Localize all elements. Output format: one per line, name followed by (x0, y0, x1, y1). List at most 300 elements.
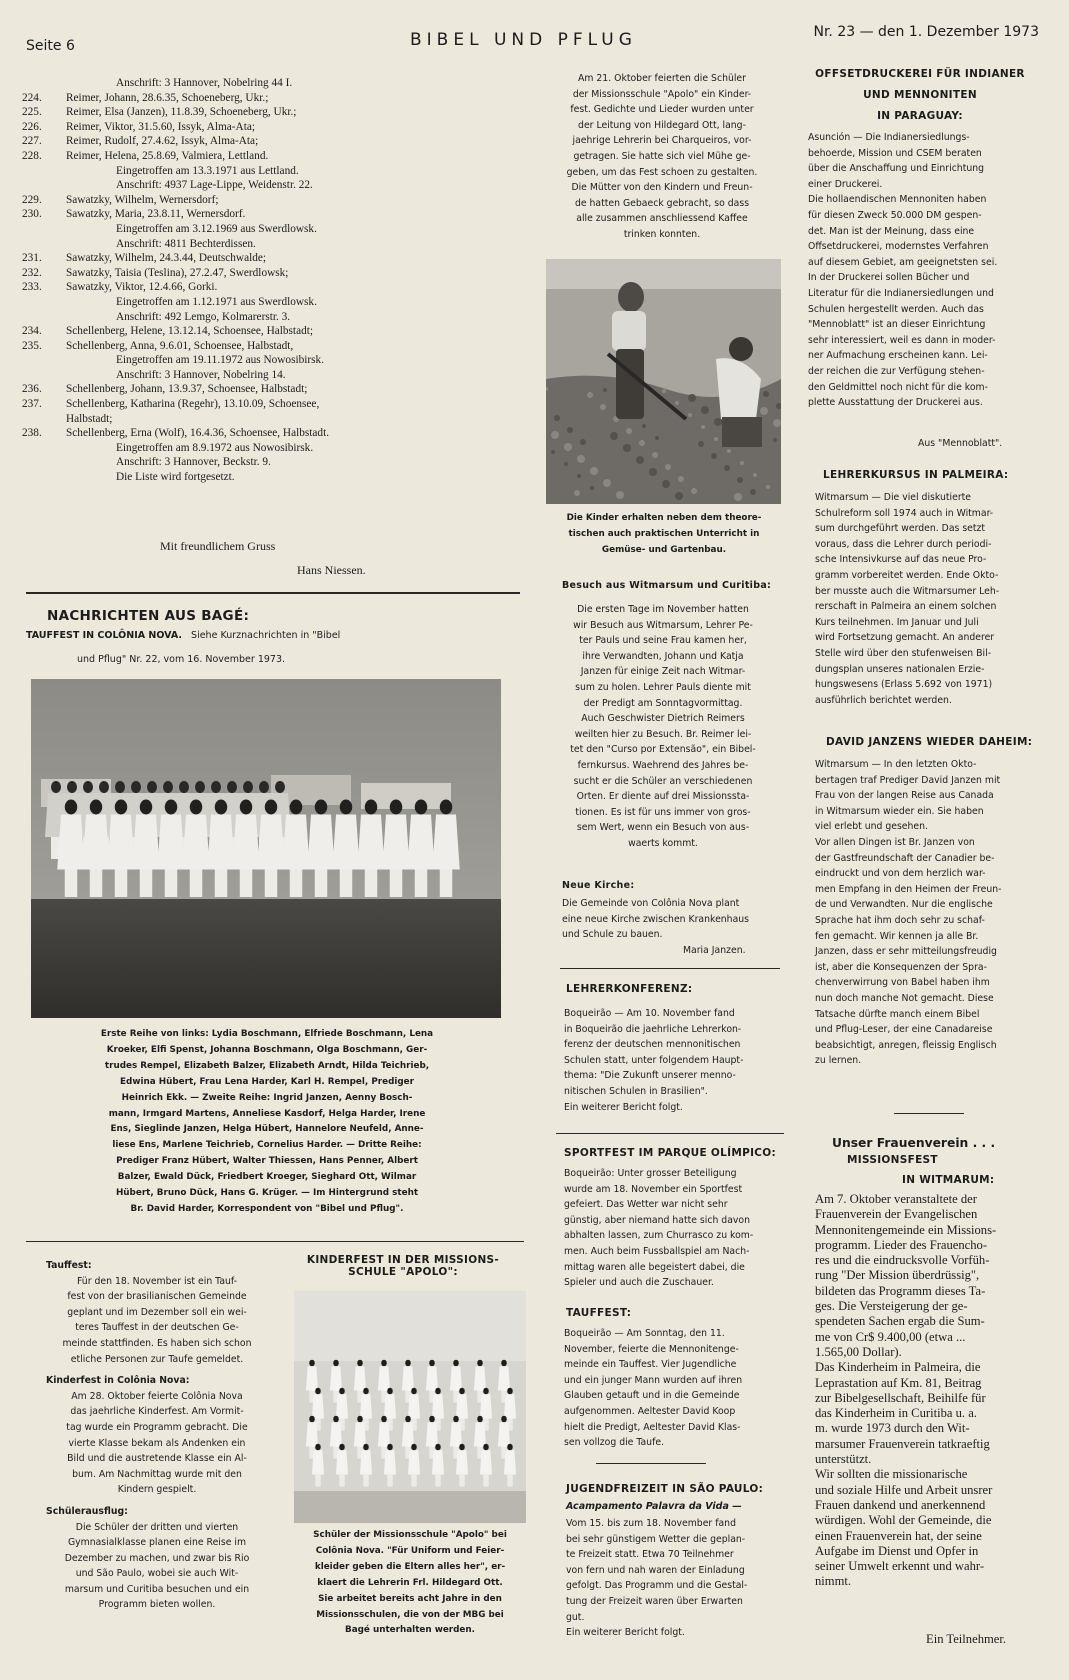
entry-text: Reimer, Viktor, 31.5.60, Issyk, Alma-Ata; (66, 120, 255, 133)
person-head (501, 1416, 507, 1423)
list-entry (22, 455, 522, 470)
text-line: sehr interessiert, weil es dann in moder- (808, 334, 996, 346)
subheading: Tauffest: (46, 1260, 92, 1271)
text-line: Schulreform soll 1974 auch in Witmar- (815, 507, 994, 519)
person-body (408, 1394, 420, 1418)
person-body (480, 1450, 492, 1474)
soil-clod (610, 432, 618, 440)
entry-number (22, 295, 66, 310)
emigrant-list (22, 76, 522, 485)
text-line: ferenz der deutschen mennonitischen (564, 1039, 741, 1051)
list-entry (22, 149, 522, 164)
entry-text: Eingetroffen am 13.3.1971 aus Lettland. (116, 164, 299, 177)
besuch-heading: Besuch aus Witmarsum und Curitiba: (562, 580, 772, 591)
person-body (312, 1450, 324, 1474)
person-head (115, 800, 128, 815)
soil-clod (636, 456, 644, 464)
text-line: wird Fortsetzung gemacht. An anderer (815, 632, 995, 644)
text-line: meinde stattfinden. Es haben sich schon (62, 1337, 252, 1349)
text-line: Gymnasialklasse planen eine Reise im (67, 1537, 247, 1549)
entry-text: Sawatzky, Maria, 23.8.11, Wernersdorf. (66, 208, 246, 221)
text-line: und soziale Hilfe und Arbeit unsrer (815, 1482, 993, 1497)
entry-number: 224. (22, 91, 42, 104)
besuch-article (544, 602, 782, 852)
person-body (82, 815, 110, 870)
person-body (384, 1450, 396, 1474)
entry-number: 226. (22, 120, 42, 133)
soil-clod (655, 436, 659, 440)
list-entry (22, 353, 522, 368)
person-head (115, 781, 125, 793)
person-head (265, 800, 278, 815)
school-children-photo (294, 1291, 526, 1523)
entry-number: 234. (22, 325, 42, 338)
text-line: der Missionsschule "Apolo" ein Kinder- (572, 88, 752, 100)
caption-line: Colônia Nova. "Für Uniform und Feier- (315, 1545, 505, 1556)
text-line: spendeten Sachen ergab die Sum- (815, 1314, 985, 1329)
person-head (440, 800, 453, 815)
publication-title: BIBEL UND PFLUG (410, 30, 637, 50)
entry-text: Halbstadt; (66, 412, 113, 425)
text-line: der Gastfreundschaft der Canadier be- (815, 852, 995, 864)
soil-clod (554, 415, 560, 421)
soil-clod (564, 462, 568, 466)
offsetdruckerei-article (808, 130, 1044, 411)
person-head (315, 800, 328, 815)
person-head (411, 1444, 417, 1451)
lehrerkonferenz-article (564, 1006, 786, 1115)
text-line: viel erlebt und gesehen. (815, 821, 928, 833)
soil-clod (773, 419, 781, 427)
text-line: günstig, aber niemand hatte sich davon (564, 1214, 750, 1226)
person-head (240, 800, 253, 815)
person-head (333, 1360, 339, 1367)
text-line: der reichen die zur Verfügung stehen- (808, 365, 985, 377)
text-line: bildeten das Programm dieses Ta- (815, 1283, 986, 1298)
text-line: etliche Personen zur Taufe gemeldet. (70, 1353, 244, 1365)
person-head (363, 1444, 369, 1451)
person-head (163, 781, 173, 793)
entry-number: 227. (22, 135, 42, 148)
list-entry (22, 134, 522, 149)
person-body (407, 815, 435, 870)
person-head (165, 800, 178, 815)
text-line: Offsetdruckerei, modernstes Verfahren (808, 241, 989, 253)
page-number: Seite 6 (26, 38, 75, 54)
text-line: programm. Lieder des Frauencho- (815, 1237, 988, 1252)
person-body (384, 1394, 396, 1418)
person-legs (365, 870, 378, 898)
text-line: in Boqueirão die jaehrliche Lehrerkon- (564, 1023, 742, 1035)
person-body (408, 1450, 420, 1474)
text-line: "Mennoblatt" ist an dieser Einrichtung (808, 319, 986, 331)
text-line: das Kinderheim in Curitiba u. a. (815, 1406, 977, 1421)
text-line: Am 7. Oktober veranstaltete der (815, 1192, 977, 1206)
person-body (330, 1422, 342, 1446)
list-entry (22, 91, 522, 106)
text-line: tung der Freizeit waren über Erwarten (566, 1595, 743, 1607)
list-entry (22, 164, 522, 179)
text-line: nun doch manche Not gemacht. Diese (815, 992, 994, 1004)
person-legs (315, 870, 328, 898)
person-legs (390, 870, 403, 898)
caption-line: Sie arbeitet bereits acht Jahre in den (318, 1593, 502, 1604)
caption-line: Ens, Sieglinde Janzen, Helga Hübert, Hannelore Neufeld, Anne- (110, 1124, 424, 1135)
soil-clod (711, 453, 717, 459)
text-line: res und die eindrucksvolle Vorfüh- (815, 1253, 990, 1268)
text-line: weilten hier zu Besuch. Br. Reimer lei- (574, 728, 752, 740)
text-line: waerts kommt. (628, 837, 698, 849)
person-body (504, 1450, 516, 1474)
text-line: sum durchgeführt werden. Das setzt (815, 523, 986, 535)
text-line: gramm vorbereitet werden. Ende Okto- (815, 569, 999, 581)
soil-clod (574, 490, 580, 496)
person-head (357, 1360, 363, 1367)
list-entry (22, 310, 522, 325)
person-head (381, 1360, 387, 1367)
text-line: sche Intensivkurse auf das neue Pro- (815, 554, 987, 566)
person-body (360, 1394, 372, 1418)
person-body (307, 815, 335, 870)
entry-number (22, 237, 66, 252)
text-line: Boqueirão — Am 10. November fand (564, 1008, 735, 1019)
person-head (211, 781, 221, 793)
person-legs (440, 870, 453, 898)
soil-clod (724, 465, 730, 471)
jugendfreizeit-article (566, 1516, 788, 1641)
text-line: gefolgt. Das Programm und die Gestal- (566, 1580, 748, 1592)
text-line: getragen. Sie hatte sich viel Mühe ge- (573, 150, 751, 162)
caption-line: Edwina Hübert, Frau Lena Harder, Karl H. Rempel, Prediger (120, 1076, 414, 1087)
person-legs (140, 870, 153, 898)
text-line: voraus, dass die Lehrer durch periodi- (815, 538, 992, 550)
person-legs (435, 1475, 441, 1487)
soil-clod (688, 413, 692, 417)
text-line: Die ersten Tage im November hatten (577, 604, 749, 615)
text-line: jaehrige Lehrerin bei Charqueiros, vor- (572, 135, 752, 147)
text-line: me von Cr$ 9.400,00 (etwa ... (815, 1329, 966, 1344)
person-body (330, 1366, 342, 1390)
person-legs (65, 870, 78, 898)
caption-line: mann, Irmgard Martens, Anneliese Kasdorf, Helga Harder, Irene (108, 1108, 426, 1119)
soil-clod (652, 452, 658, 458)
person-head (131, 781, 141, 793)
entry-text: Sawatzky, Viktor, 12.4.66, Gorki. (66, 281, 218, 294)
text-line: hielt die Predigt, Aeltester David Klas- (564, 1421, 741, 1433)
list-entry (22, 237, 522, 252)
caption-line: Hübert, Bruno Dück, Hans G. Krüger. — Im Hintergrund steht (115, 1188, 419, 1199)
person-body (498, 1422, 510, 1446)
entry-number: 228. (22, 149, 42, 162)
person-head (333, 1416, 339, 1423)
list-entry (22, 193, 522, 208)
person-head (405, 1416, 411, 1423)
person-head (435, 1388, 441, 1395)
text-line: chenverwirrung von Babel haben ihm (815, 977, 990, 989)
person-legs (339, 1475, 345, 1487)
list-entry (22, 441, 522, 456)
text-line: Auch Geschwister Dietrich Reimers (581, 713, 745, 725)
person-head (453, 1360, 459, 1367)
soil-clod (737, 477, 743, 483)
text-line: Programm bieten wollen. (98, 1599, 216, 1611)
soil-clod (626, 428, 632, 434)
text-line: beabsichtigt, anregen, fleissig Englisch (815, 1039, 997, 1051)
soil-clod (766, 485, 770, 489)
soil-clod (603, 388, 607, 392)
david-janzen-heading: DAVID JANZENS WIEDER DAHEIM: (826, 736, 1033, 748)
frauenverein-article (815, 1192, 1047, 1590)
jugendfreizeit-heading: JUGENDFREIZEIT IN SÃO PAULO: (566, 1483, 764, 1495)
soil-clod (642, 424, 646, 428)
entry-text: Anschrift: 3 Hannover, Nobelring 14. (116, 368, 286, 381)
paragraph (46, 1389, 268, 1498)
entry-number: 231. (22, 252, 42, 265)
entry-text: Schellenberg, Helene, 13.12.14, Schoensee, Halbstadt; (66, 325, 314, 338)
text-line: den Geldmittel noch nicht für die kom- (808, 381, 988, 393)
text-line: der Predigt am Sonntagvormittag. (583, 697, 743, 709)
text-line: wir Besuch aus Witmarsum, Lehrer Pe- (573, 619, 753, 631)
entry-number (22, 470, 66, 485)
text-line: das jaehrliche Kinderfest. Am Vormit- (70, 1406, 244, 1418)
person-body (474, 1366, 486, 1390)
person-head (435, 1444, 441, 1451)
list-entry (22, 426, 522, 441)
person-head (147, 781, 157, 793)
text-line: Die hollaendischen Mennoniten haben (808, 194, 987, 206)
person-legs (90, 870, 103, 898)
text-line: nimmt. (815, 1574, 852, 1589)
text-line: tet den "Curso por Extensão", ein Bibel- (570, 744, 756, 756)
person-body (336, 1450, 348, 1474)
text-line: fest. Gedichte und Lieder wurden unter (570, 104, 754, 116)
text-line: eine neue Kirche zwischen Krankenhaus (562, 913, 750, 925)
person-head (429, 1416, 435, 1423)
entry-number (22, 455, 66, 470)
entry-number (22, 368, 66, 383)
person-head (259, 781, 269, 793)
soil-clod (675, 492, 683, 500)
person-body (402, 1366, 414, 1390)
text-line: geplant und im Dezember soll ein wei- (67, 1306, 247, 1318)
caption-line: kleider geben die Eltern alles her", er- (314, 1561, 506, 1572)
person-legs (415, 870, 428, 898)
person-legs (340, 870, 353, 898)
issue-date: Nr. 23 — den 1. Dezember 1973 (813, 24, 1039, 40)
person-head (363, 1388, 369, 1395)
caption-line: Schüler der Missionsschule "Apolo" bei (313, 1530, 507, 1540)
text-line: trinken konnten. (623, 228, 701, 240)
text-line: Schulen hergestellt werden. Auch das (808, 303, 984, 315)
entry-number: 232. (22, 266, 42, 279)
person-body (282, 815, 310, 870)
soil-clod (590, 467, 598, 475)
person-body (504, 1394, 516, 1418)
text-line: Asunción — Die Indianersiedlungs- (808, 132, 970, 143)
text-line: Janzen, dass er sehr mitteilungsfreudig (815, 946, 997, 958)
text-line: men. Auch beim Fussballspiel am Nach- (564, 1245, 750, 1257)
person-body (378, 1422, 390, 1446)
lehrerkursus-article (815, 490, 1045, 708)
text-line: rerschaft in Palmeira an einem solchen (815, 601, 997, 613)
entry-number (22, 353, 66, 368)
soil-clod (753, 473, 757, 477)
soil-clod (691, 488, 697, 494)
list-entry (22, 339, 522, 354)
text-line: Literatur für die Indianersiedlungen und (808, 287, 994, 299)
entry-number: 230. (22, 208, 42, 221)
person-legs (215, 870, 228, 898)
person-head (140, 800, 153, 815)
person-head (83, 781, 93, 793)
caption-line: klaert die Lehrerin Frl. Hildegard Ott. (317, 1577, 503, 1588)
text-line: unterstützt. (815, 1452, 872, 1467)
entry-text: Eingetroffen am 1.12.1971 aus Swerdlowsk. (116, 295, 317, 308)
text-line: Kindern gespielt. (117, 1484, 197, 1496)
text-line: tag wurde ein Programm gebracht. Die (66, 1421, 248, 1433)
list-entry (22, 382, 522, 397)
sportfest-heading: SPORTFEST IM PARQUE OLÍMPICO: (564, 1147, 777, 1159)
soil-clod (675, 401, 679, 405)
person-head (309, 1360, 315, 1367)
text-line: vierte Klasse bekam als Andenken ein (68, 1437, 246, 1449)
caption-line: Missionsschulen, die von der MBG bei (316, 1609, 504, 1620)
entry-text: Anschrift: 3 Hannover, Nobelring 44 I. (116, 77, 293, 89)
entry-text: Anschrift: 3 Hannover, Beckstr. 9. (116, 456, 271, 469)
person-body (456, 1394, 468, 1418)
text-line: über die Anschaffung und Einrichtung (808, 163, 985, 175)
soil-clod (678, 476, 684, 482)
text-line: Schulen statt, unter folgendem Haupt- (564, 1054, 744, 1066)
person-body (382, 815, 410, 870)
text-line: ber musste auch die Witmarsumer Leh- (815, 585, 1000, 597)
divider (26, 1241, 524, 1242)
list-entry (22, 470, 522, 485)
person-head (365, 800, 378, 815)
person-head (477, 1360, 483, 1367)
person-body (360, 1450, 372, 1474)
text-line: geben, um das Fest schoen zu gestalten. (566, 166, 758, 178)
entry-text: Sawatzky, Wilhelm, 24.3.44, Deutschwalde; (66, 252, 267, 265)
person-head (483, 1388, 489, 1395)
person-body (450, 1422, 462, 1446)
text-line: eindruckt und von dem herzlich war- (815, 868, 986, 880)
person-head (51, 781, 61, 793)
person-legs (315, 1475, 321, 1487)
text-line: Kurs teilnehmen. Im Januar und Juli (815, 616, 979, 628)
soil-clod (740, 461, 744, 465)
missionsfest-location: IN WITMARUM: (902, 1174, 995, 1186)
soil-clod (701, 425, 705, 429)
text-line: Am 28. Oktober feierte Colônia Nova (71, 1390, 243, 1402)
soil-clod (603, 479, 611, 487)
entry-number: 229. (22, 193, 42, 206)
text-line: und Schule zu bauen. (562, 929, 663, 941)
soil-clod (616, 491, 624, 499)
person-head (195, 781, 205, 793)
section-heading-bage: NACHRICHTEN AUS BAGÉ: (47, 608, 250, 624)
text-line: hungswesens (Erlass 5.692 von 1971) (815, 679, 993, 691)
soil-clod (577, 455, 585, 463)
person-head (290, 800, 303, 815)
entry-text: Sawatzky, Wilhelm, Wernersdorf; (66, 193, 219, 206)
entry-number (22, 76, 66, 91)
person-head (459, 1444, 465, 1451)
text-line: Vom 15. bis zum 18. November fand (566, 1518, 736, 1529)
caption-line: Kroeker, Elfi Spenst, Johanna Boschmann, Olga Boschmann, Ger- (106, 1044, 428, 1055)
person-body (432, 1450, 444, 1474)
soil-clod (688, 394, 696, 402)
subheading: Schülerausflug: (46, 1505, 128, 1517)
soil-clod (698, 441, 704, 447)
text-line: fest von der brasilianischen Gemeinde (67, 1291, 247, 1303)
person-head (179, 781, 189, 793)
divider (556, 1133, 784, 1134)
person-body (306, 1366, 318, 1390)
entry-number: 238. (22, 427, 42, 440)
person-head (405, 1360, 411, 1367)
text-line: Die Mütter von den Kindern und Freun- (571, 182, 753, 194)
paragraph (46, 1520, 268, 1614)
person-head (429, 1360, 435, 1367)
text-line: zu lernen. (815, 1055, 862, 1067)
text-line: Das Kinderheim in Palmeira, die (815, 1360, 981, 1375)
kinderfest-article (544, 71, 780, 243)
text-line: Stelle wird über den stufenweisen Bil- (815, 647, 992, 659)
entry-text: Schellenberg, Erna (Wolf), 16.4.36, Schoensee, Halbstadt. (66, 427, 330, 440)
entry-number: 236. (22, 383, 42, 396)
text-line: Boqueirão: Unter grosser Beteiligung (564, 1168, 737, 1179)
soil-clod (714, 418, 722, 426)
tauffest-heading: TAUFFEST: (566, 1307, 632, 1319)
text-line: sem Wert, wenn ein Besuch von aus- (576, 822, 750, 834)
subheading: Kinderfest in Colônia Nova: (46, 1375, 190, 1387)
text-line: Dezember zu machen, und zwar bis Rio (64, 1552, 250, 1564)
person-body (480, 1394, 492, 1418)
text-line: Witmarsum — In den letzten Okto- (815, 759, 977, 770)
group-photo-caption (30, 1027, 504, 1218)
person-body (354, 1366, 366, 1390)
text-line: fen gemacht. Wir kennen ja alle Br. (815, 930, 979, 942)
garden-work-caption (544, 511, 784, 559)
entry-text: Schellenberg, Katharina (Regehr), 13.10.09, Schoensee, (66, 398, 320, 411)
entry-text: Reimer, Helena, 25.8.69, Valmiera, Lettland. (66, 149, 269, 162)
text-line: teres Tauffest in der deutschen Ge- (75, 1322, 239, 1334)
text-line: Aufgabe im Dienst und Opfer in (815, 1543, 979, 1558)
list-entry (22, 368, 522, 383)
entry-number (22, 412, 66, 427)
text-line: Wir sollten die missionarische (815, 1467, 968, 1482)
kirche-article (562, 896, 802, 943)
heading-line: UND MENNONITEN (863, 89, 977, 101)
paragraph (46, 1274, 268, 1368)
text-line: gut. (566, 1611, 585, 1623)
soil-clod (662, 480, 670, 488)
text-line: Frauenverein der Evangelischen (815, 1207, 978, 1222)
offsetdruckerei-source: Aus "Mennoblatt". (918, 438, 1003, 449)
caption-line: trudes Rempel, Elizabeth Balzer, Elizabeth Arndt, Hilda Teichrieb, (104, 1060, 430, 1071)
person-head (65, 800, 78, 815)
lehrerkonferenz-heading: LEHRERKONFERENZ: (566, 983, 693, 995)
person-body (257, 815, 285, 870)
text-line: würdigen. Wohl der Gemeinde, die (815, 1513, 992, 1528)
david-janzen-article (815, 757, 1045, 1069)
person-head (501, 1360, 507, 1367)
soil-clod (623, 444, 631, 452)
person-head (67, 781, 77, 793)
caption-line: tischen auch praktischen Unterricht in (568, 528, 760, 539)
person-head (411, 1388, 417, 1395)
